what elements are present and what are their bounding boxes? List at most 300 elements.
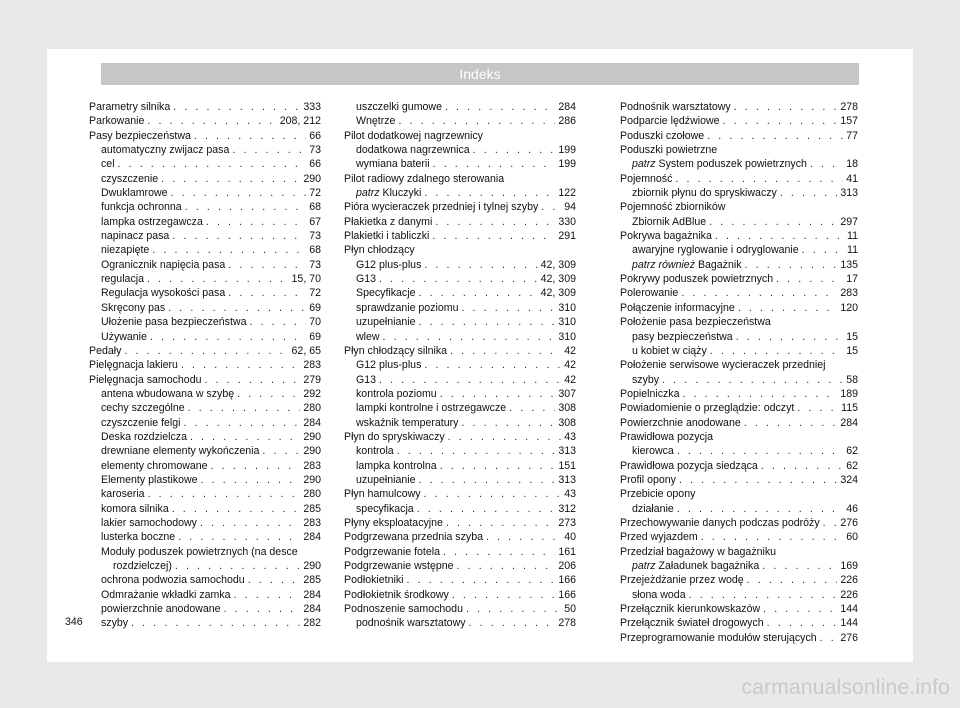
entry-text: Pojemność zbiorników: [620, 201, 726, 214]
entry-page: 72: [309, 187, 321, 200]
dot-leader: [738, 301, 837, 315]
entry-page: 15: [846, 330, 858, 343]
dot-leader: [452, 588, 556, 602]
entry-page: 151: [558, 459, 576, 472]
entry-page: 284: [303, 588, 321, 601]
entry-text: Połączenie informacyjne: [620, 301, 735, 314]
entry-page: 290: [303, 473, 321, 486]
dot-leader: [228, 286, 306, 300]
index-entry: [89, 243, 321, 257]
entry-text: Podparcie lędźwiowe: [620, 115, 720, 128]
index-entry: [344, 186, 576, 200]
entry-page: 333: [303, 101, 321, 113]
dot-leader: [152, 243, 306, 257]
index-entry: [344, 459, 576, 473]
dot-leader: [248, 573, 301, 587]
dot-leader: [440, 387, 556, 401]
index-entry: [344, 387, 576, 401]
index-entry: [89, 401, 321, 415]
dot-leader: [486, 530, 561, 544]
entry-label: [101, 229, 169, 243]
dot-leader: [432, 229, 555, 243]
entry-label: [344, 487, 421, 501]
index-entry: [344, 344, 576, 358]
entry-label: [113, 559, 172, 573]
index-entry: [344, 330, 576, 344]
entry-label: [620, 114, 720, 128]
dot-leader: [232, 143, 306, 157]
entry-label: [344, 559, 454, 573]
dot-leader: [397, 444, 556, 458]
dot-leader: [761, 459, 843, 473]
entry-text: antena wbudowana w szybę: [101, 387, 235, 400]
entry-label: [356, 114, 395, 128]
dot-leader: [379, 272, 538, 286]
index-entry: [344, 272, 576, 286]
entry-label: [101, 416, 180, 430]
index-entry: [89, 559, 321, 573]
entry-page: 41: [846, 172, 858, 185]
index-entry: [620, 272, 858, 286]
entry-label: [620, 301, 735, 315]
dot-leader: [147, 114, 276, 128]
entry-text: G12 plus-plus: [356, 258, 422, 271]
index-entry: [620, 344, 858, 358]
index-entry: [344, 430, 576, 444]
entry-label: [356, 258, 421, 272]
dot-leader: [823, 516, 838, 530]
dot-leader: [763, 602, 837, 616]
entry-text: Płakietka z danymi: [344, 215, 433, 228]
index-entry: [620, 129, 858, 143]
dot-leader: [419, 473, 556, 487]
entry-text: czyszczenie felgi: [101, 416, 181, 429]
index-entry: [344, 301, 576, 315]
entry-text: Poduszki czołowe: [620, 129, 705, 142]
entry-text: automatyczny zwijacz pasa: [101, 144, 230, 157]
entry-page: 144: [840, 603, 858, 616]
entry-text: Pedały: [89, 344, 122, 357]
dot-leader: [418, 286, 537, 300]
entry-page: 307: [558, 387, 576, 400]
index-entry: [344, 143, 576, 157]
entry-label: [101, 473, 198, 487]
entry-text: awaryjne ryglowanie i odryglowanie: [632, 244, 799, 257]
entry-page: 144: [840, 617, 858, 630]
entry-label: [89, 358, 178, 372]
entry-page: 284: [558, 101, 576, 113]
entry-label: [356, 358, 421, 372]
index-entry: [89, 387, 321, 401]
entry-text: Położenie serwisowe wycieraczek przedniej: [620, 359, 826, 372]
index-entry: [89, 358, 321, 372]
entry-text: wymiana baterii: [356, 158, 430, 171]
index-entry: [344, 358, 576, 372]
entry-page: 308: [558, 402, 576, 415]
entry-label: [101, 157, 115, 171]
entry-label: [101, 616, 128, 630]
entry-text: Płyn chłodzący silnika: [344, 344, 448, 357]
dot-leader: [736, 330, 844, 344]
index-entry: [89, 258, 321, 272]
index-entry: [89, 229, 321, 243]
index-entry: [620, 200, 858, 214]
index-entry: [620, 114, 858, 128]
index-entry: [89, 487, 321, 501]
entry-text: wlew: [356, 330, 380, 343]
entry-page: 50: [564, 603, 576, 616]
index-column-1: [89, 100, 321, 631]
entry-label: [620, 530, 698, 544]
index-entry: [620, 358, 858, 372]
entry-label: [356, 473, 416, 487]
entry-text: komora silnika: [101, 502, 169, 515]
entry-label: [356, 143, 470, 157]
index-entry: [620, 143, 858, 157]
dot-leader: [172, 229, 306, 243]
entry-label: [101, 401, 185, 415]
entry-page: 290: [303, 430, 321, 443]
entry-label: [101, 487, 145, 501]
index-entry: [89, 215, 321, 229]
entry-page: 62, 65: [291, 344, 321, 357]
dot-leader: [383, 330, 556, 344]
dot-leader: [172, 502, 301, 516]
dot-leader: [457, 559, 556, 573]
dot-leader: [443, 545, 555, 559]
index-entry: [89, 416, 321, 430]
dot-leader: [173, 100, 300, 114]
index-entry: [620, 444, 858, 458]
index-entry: [620, 573, 858, 587]
entry-page: 42: [564, 373, 576, 386]
dot-leader: [200, 516, 300, 530]
entry-label: [620, 229, 712, 243]
entry-label: [632, 186, 777, 200]
dot-leader: [723, 114, 838, 128]
entry-text: napinacz pasa: [101, 230, 170, 243]
index-entry: [344, 100, 576, 114]
entry-text: słona woda: [632, 588, 686, 601]
dot-leader: [205, 373, 301, 387]
entry-page: 122: [558, 187, 576, 200]
entry-label: [101, 444, 259, 458]
index-entry: [89, 616, 321, 630]
entry-text: kierowca: [632, 445, 674, 458]
index-entry: [89, 459, 321, 473]
index-entry: [89, 129, 321, 143]
dot-leader: [473, 143, 556, 157]
dot-leader: [681, 286, 837, 300]
index-entry: [89, 516, 321, 530]
entry-text: kontrola poziomu: [356, 387, 437, 400]
entry-label: [620, 272, 773, 286]
index-column-3: [620, 100, 858, 645]
entry-label: [632, 258, 742, 272]
entry-label: [89, 373, 202, 387]
entry-text: Ogranicznik napięcia pasa: [101, 258, 226, 271]
entry-label: [344, 430, 445, 444]
index-entry: [89, 286, 321, 300]
index-entry: [620, 487, 858, 501]
entry-page: 69: [309, 330, 321, 343]
entry-text: Płyn do spryskiwaczy: [344, 430, 445, 443]
entry-text: regulacja: [101, 273, 144, 286]
entry-page: 15, 70: [291, 273, 321, 286]
entry-page: 18: [846, 158, 858, 171]
entry-text: Załadunek bagażnika: [655, 560, 760, 572]
entry-page: 17: [846, 273, 858, 286]
entry-label: [101, 530, 175, 544]
entry-text: lusterka boczne: [101, 531, 176, 544]
entry-text: działanie: [632, 502, 674, 515]
entry-page: 11: [847, 244, 858, 257]
entry-page: 40: [564, 531, 576, 544]
dot-leader: [440, 459, 556, 473]
entry-label: [344, 344, 447, 358]
entry-page: 312: [558, 502, 576, 515]
entry-text: specyfikacja: [356, 502, 414, 515]
dot-leader: [148, 487, 301, 501]
entry-page: 161: [558, 545, 576, 558]
entry-text: drewniane elementy wykończenia: [101, 445, 260, 458]
entry-text: Podłokietnik środkowy: [344, 588, 449, 601]
entry-text: dodatkowa nagrzewnica: [356, 144, 470, 157]
dot-leader: [747, 573, 838, 587]
entry-text: System poduszek powietrznych: [655, 158, 807, 171]
entry-page: 68: [309, 201, 321, 214]
entry-text: Poduszki powietrzne: [620, 144, 718, 157]
entry-label: [101, 330, 147, 344]
index-entry: [344, 286, 576, 300]
index-entry: [620, 157, 858, 171]
index-entry: [344, 200, 576, 214]
entry-text: Profil opony: [620, 473, 676, 486]
dot-leader: [161, 172, 300, 186]
entry-label: [632, 215, 706, 229]
entry-text: Skręcony pas: [101, 301, 166, 314]
entry-page: 284: [303, 416, 321, 429]
dot-leader: [450, 344, 561, 358]
watermark: carmanualsonline.info: [741, 676, 950, 699]
index-entry: [344, 602, 576, 616]
entry-page: 199: [558, 144, 576, 157]
index-entry: [620, 588, 858, 602]
entry-label: [101, 200, 182, 214]
dot-leader: [767, 616, 838, 630]
entry-text: Pojemność: [620, 172, 673, 185]
dot-leader: [424, 487, 562, 501]
entry-page: 290: [303, 445, 321, 458]
dot-leader: [745, 258, 838, 272]
index-entry: [344, 129, 576, 143]
index-entry: [89, 588, 321, 602]
index-entry: [344, 416, 576, 430]
entry-label: [101, 315, 246, 329]
dot-leader: [448, 430, 562, 444]
entry-page: 290: [303, 560, 321, 572]
index-entry: [89, 272, 321, 286]
entry-label: [101, 459, 208, 473]
entry-label: [101, 301, 165, 315]
entry-text: Przed wyjazdem: [620, 531, 698, 544]
index-entry: [89, 330, 321, 344]
entry-text: Pielęgnacja lakieru: [89, 359, 178, 372]
entry-label: [344, 200, 538, 214]
entry-label: [356, 502, 414, 516]
entry-text: Pokrywy poduszek powietrznych: [620, 273, 774, 286]
dot-leader: [417, 502, 556, 516]
entry-text: Ułożenie pasa bezpieczeństwa: [101, 316, 247, 329]
dot-leader: [178, 530, 300, 544]
index-entry: [89, 157, 321, 171]
index-entry: [620, 100, 858, 114]
entry-page: 283: [840, 287, 858, 300]
entry-page: 282: [303, 617, 321, 630]
entry-text: Prawidłowa pozycja: [620, 430, 714, 443]
dot-leader: [379, 373, 561, 387]
entry-label: [356, 286, 415, 300]
entry-label: [620, 416, 741, 430]
entry-label: [632, 559, 759, 573]
entry-page: 60: [846, 531, 858, 544]
entry-page: 166: [558, 574, 576, 587]
entry-label: [89, 344, 121, 358]
entry-text: Powiadomienie o przeglądzie: odczyt: [620, 402, 795, 415]
index-entry: [89, 545, 321, 559]
index-entry: [344, 444, 576, 458]
index-entry: [620, 502, 858, 516]
index-entry: [620, 473, 858, 487]
dot-leader: [171, 186, 307, 200]
index-entry: [344, 502, 576, 516]
dot-leader: [150, 330, 306, 344]
entry-label: [620, 473, 676, 487]
entry-label: [101, 588, 231, 602]
entry-page: 43: [564, 430, 576, 443]
entry-text: Elementy plastikowe: [101, 473, 198, 486]
dot-leader: [424, 358, 561, 372]
index-entry: [620, 243, 858, 257]
entry-text: Przełącznik świateł drogowych: [620, 617, 764, 630]
entry-label: [356, 301, 458, 315]
entry-label: [356, 373, 376, 387]
index-entry: [89, 315, 321, 329]
entry-page: 308: [558, 416, 576, 429]
index-entry: [344, 588, 576, 602]
index-entry: [620, 301, 858, 315]
index-entry: [620, 516, 858, 530]
entry-text: Pokrywa bagażnika: [620, 230, 712, 243]
entry-page: 66: [309, 158, 321, 171]
entry-page: 283: [303, 516, 321, 529]
entry-label: [620, 100, 731, 114]
entry-page: 280: [303, 488, 321, 501]
entry-text: Przedział bagażowy w bagażniku: [620, 545, 777, 558]
entry-page: 226: [840, 588, 858, 601]
index-entry: [344, 573, 576, 587]
entry-label: [356, 315, 416, 329]
dot-leader: [744, 416, 838, 430]
entry-page: 324: [840, 473, 858, 486]
entry-page: 72: [309, 287, 321, 300]
entry-page: 292: [303, 387, 321, 400]
entry-page: 284: [303, 603, 321, 616]
index-entry: [89, 186, 321, 200]
entry-text: Podgrzewanie fotela: [344, 545, 440, 558]
entry-text: Popielniczka: [620, 387, 680, 400]
entry-label: [344, 530, 483, 544]
dot-leader: [168, 301, 306, 315]
entry-text: Regulacja wysokości pasa: [101, 287, 226, 300]
index-entry: [620, 459, 858, 473]
entry-text: pasy bezpieczeństwa: [632, 330, 733, 343]
entry-page: 286: [558, 115, 576, 128]
entry-text: Płyn chłodzący: [344, 244, 415, 257]
entry-label: [344, 588, 449, 602]
index-entry: [620, 631, 858, 645]
entry-text: Moduły poduszek powietrznych (na desce: [101, 545, 298, 558]
index-entry: [89, 172, 321, 186]
entry-page: 208, 212: [279, 115, 321, 128]
index-entry: [89, 602, 321, 616]
entry-page: 43: [564, 488, 576, 501]
entry-page: 310: [558, 301, 576, 314]
entry-label: [101, 272, 144, 286]
entry-text: szyby: [632, 373, 660, 386]
entry-page: 189: [840, 387, 858, 400]
entry-page: 276: [840, 631, 858, 644]
index-entry: [620, 559, 858, 573]
entry-text: Przełącznik kierunkowskazów: [620, 603, 761, 616]
index-entry: [344, 516, 576, 530]
entry-label: [344, 602, 463, 616]
entry-text: karoseria: [101, 488, 145, 501]
entry-text: Parametry silnika: [89, 101, 171, 113]
entry-text: uzupełnianie: [356, 473, 416, 486]
entry-page: 226: [840, 574, 858, 587]
entry-text: rozdzielczej): [113, 560, 172, 572]
dot-leader: [118, 157, 307, 171]
dot-leader: [124, 344, 288, 358]
entry-label: [101, 502, 169, 516]
entry-text: uszczelki gumowe: [356, 101, 442, 113]
index-entry: [620, 387, 858, 401]
entry-text: Plakietki i tabliczki: [344, 230, 430, 243]
entry-text: Pielęgnacja samochodu: [89, 373, 202, 386]
entry-prefix: patrz: [632, 158, 656, 171]
entry-label: [101, 516, 197, 530]
entry-label: [101, 215, 203, 229]
entry-page: 206: [558, 560, 576, 572]
entry-text: cel: [101, 158, 115, 171]
entry-text: lampka ostrzegawcza: [101, 215, 203, 228]
entry-label: [632, 588, 686, 602]
entry-label: [632, 502, 674, 516]
dot-leader: [201, 473, 301, 487]
entry-label: [620, 286, 678, 300]
index-entry: [344, 243, 576, 257]
index-entry: [620, 373, 858, 387]
index-entry: [620, 401, 858, 415]
entry-page: 69: [309, 301, 321, 314]
index-entry: [89, 114, 321, 128]
dot-leader: [445, 100, 555, 114]
entry-text: G13: [356, 273, 377, 286]
entry-text: Płyn hamulcowy: [344, 488, 421, 501]
entry-page: 199: [558, 158, 576, 171]
dot-leader: [461, 301, 555, 315]
